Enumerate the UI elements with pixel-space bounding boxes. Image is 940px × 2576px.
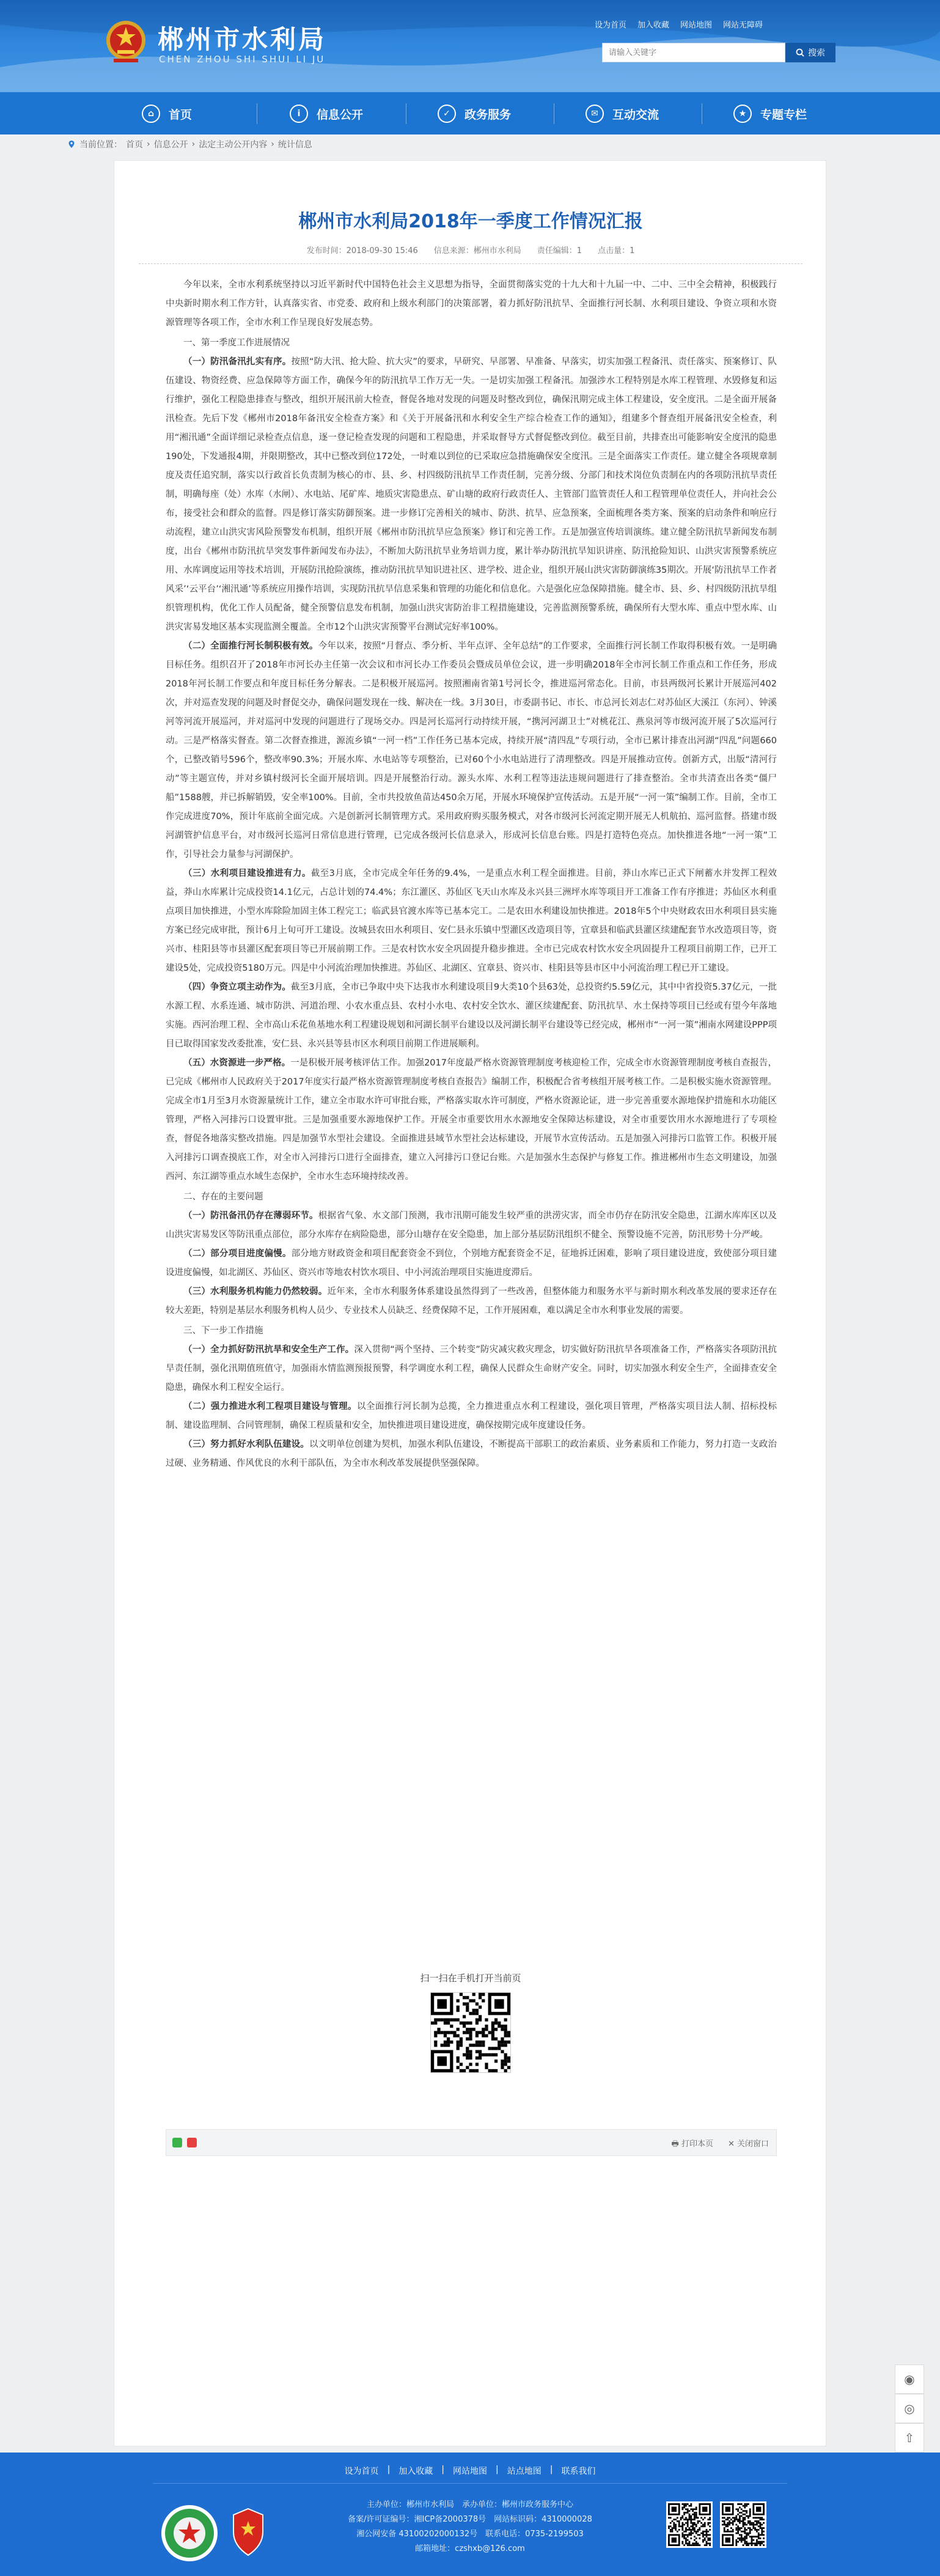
paragraph-text: 以文明单位创建为契机，加强水利队伍建设，不断提高干部职工的政治素质、业务素质和工作能力，努力打造一支政治过硬、业务精通、作风优良的水利干部队伍，为全市水利改革发展提供坚强保障。 xyxy=(166,1440,777,1468)
site-title[interactable]: 郴州市水利局 xyxy=(158,24,327,54)
article-paragraph xyxy=(166,637,777,864)
paragraph-lead: （一）防汛备汛仍存在薄弱环节。 xyxy=(183,1211,318,1221)
section-heading: 一、第一季度工作进展情况 xyxy=(183,338,290,348)
footer-links: 设为首页 | 加入收藏 | 网站地图 | 站点地图 | 联系我们 xyxy=(344,2465,596,2476)
article-toolbar xyxy=(166,2129,777,2156)
editor: 责任编辑：1 xyxy=(537,246,582,256)
paragraph-lead: （四）争资立项主动作为。 xyxy=(183,982,291,992)
top-link-favorite[interactable]: 加入收藏 xyxy=(637,21,669,30)
nav-topics-label: 专题专栏 xyxy=(760,108,807,122)
info-icon: i xyxy=(290,105,308,123)
national-emblem-icon xyxy=(105,18,147,65)
breadcrumb-label: 当前位置： xyxy=(79,140,122,150)
home-icon: ⌂ xyxy=(142,105,160,123)
meta-divider xyxy=(139,263,802,264)
toolbar-actions xyxy=(672,2137,769,2152)
top-link-sitemap[interactable]: 网站地图 xyxy=(680,21,712,30)
qr-label: 扫一扫在手机打开当前页 xyxy=(420,1973,521,1984)
article-paragraph xyxy=(166,276,777,333)
paragraph-text: 截至3月底，全市完成全年任务的9.4%，一是重点水利工程全面推进。目前，莽山水库已正式下闸蓄水并发挥工程效益，莽山水库累计完成投资14.1亿元，占总计划的74.4%；东江灌区、苏仙区飞天山水库及永兴县三洲坪水库等项目开工准备工作有序推进；苏仙区水利重点项目加快推进，小型水库除险加固主体工程完工；临武县官渡水库等已基本完工。二是农田水利建设加快推进。2018年5个中央财政农田水利项目县实施方案已经完成审批，预计6月上旬可开工建设。汝城县农田水利项目、安仁县永乐镇中型灌区改造项目等，宜章县和临武县灌区续建配套节水改造项目等，资兴市、桂阳县等市县灌区配套项目等已开展前期工作。三是农村饮水安全巩固提升稳步推进。全市已完成农村饮水安全巩固提升工程项目前期工作，已开工建设5处，完成投资5180万元。四是中小河流治理加快推进。苏仙区、北湖区、宜章县、资兴市、桂阳县等县市区中小河流治理工程已开工建设。 xyxy=(166,869,777,973)
info-source: 信息来源：郴州市水利局 xyxy=(433,246,521,256)
article-paragraph xyxy=(166,1435,777,1473)
paragraph-lead: （五）水资源进一步严格。 xyxy=(183,1058,291,1068)
footer-divider xyxy=(153,2483,787,2484)
paragraph-lead: （一）防汛备汛扎实有序。 xyxy=(183,357,292,367)
article-paragraph xyxy=(166,1397,777,1435)
view-count: 点击量：1 xyxy=(598,246,635,256)
article-panel xyxy=(114,160,826,2446)
article-paragraph xyxy=(166,864,777,978)
footer-email: 邮箱地址：czshxb@126.com xyxy=(415,2544,525,2553)
breadcrumb: 当前位置： 首页 › 信息公开 › 法定主动公开内容 › 统计信息 xyxy=(67,138,312,150)
qr-code xyxy=(430,1992,511,2073)
wechat-float-button[interactable] xyxy=(895,2364,924,2394)
article-meta xyxy=(114,244,827,256)
footer-qr-code xyxy=(666,2501,713,2548)
paragraph-text: 部分地方财政资金和项目配套资金不到位，个别地方配套资金不足，征地拆迁困难，影响了项目建设进度，致使部分项目建设进度偏慢，如北湖区、苏仙区、资兴市等地农村饮水项目、中小河流治理项目实施进度滞后。 xyxy=(166,1249,777,1278)
nav-topics[interactable] xyxy=(733,92,807,135)
wechat-icon: ◉ xyxy=(904,2372,915,2386)
paragraph-text: 深入贯彻“两个坚持、三个转变”防灾减灾救灾理念，切实做好防汛抗旱各项准备工作，严格落实各项防汛抗旱责任制，强化汛期值班值守，加强雨水情监测预报预警，科学调度水利工程，确保人民群众生命财产安全。同时，切实加强水利安全生产，全面排查安全隐患，确保水利工程安全运行。 xyxy=(166,1345,777,1393)
article-title: 郴州市水利局2018年一季度工作情况汇报 xyxy=(298,211,643,232)
paragraph-lead: （三）努力抓好水利队伍建设。 xyxy=(183,1440,310,1449)
paragraph-lead: （二）部分项目进度偏慢。 xyxy=(183,1249,292,1259)
footer-link-sitemap-2[interactable]: 站点地图 xyxy=(507,2467,542,2476)
footer-qr-code xyxy=(720,2501,766,2548)
nav-home[interactable] xyxy=(142,92,192,135)
paragraph-text: 今年以来，全市水利系统坚持以习近平新时代中国特色社会主义思想为指导，全面贯彻落实党的十九大和十九届一中、二中、三中全会精神，积极践行中央新时期水利工作方针，认真落实省、市党委、政府和上级水利部门的决策部署，着力抓好防汛抗旱、全面推行河长制、水利项目建设、争资立项和水资源管理等各项工作，全市水利工作呈现良好发展态势。 xyxy=(166,280,777,328)
footer-link-sitemap[interactable]: 网站地图 xyxy=(453,2467,487,2476)
main-nav xyxy=(0,92,940,134)
nav-interaction[interactable] xyxy=(586,92,659,135)
footer-link-contact[interactable]: 联系我们 xyxy=(561,2467,596,2476)
search-button-label: 搜索 xyxy=(808,48,825,58)
nav-info-public[interactable] xyxy=(290,92,363,135)
top-link-home[interactable]: 设为首页 xyxy=(594,21,626,30)
section-heading: 二、存在的主要问题 xyxy=(183,1192,263,1202)
service-icon: ✓ xyxy=(438,105,456,123)
article-paragraph xyxy=(166,1207,777,1245)
share-icons xyxy=(172,2138,197,2147)
article-paragraph xyxy=(166,1245,777,1282)
footer-icp: 备案/许可证编号：湘ICP备2000378号 网站标识码：4310000028 xyxy=(348,2515,592,2524)
breadcrumb-item-stats[interactable]: 统计信息 xyxy=(277,140,312,150)
arrow-up-icon: ⇧ xyxy=(904,2431,915,2445)
paragraph-text: 按照“防大汛、抢大险、抗大灾”的要求，早研究、早部署、早准备、早落实，切实加强工程备汛、责任落实、预案修订、队伍建设、物资经费、应急保障等方面工作，确保今年的防汛抗旱工作万无一失。一是切实加强工程备汛。加强涉水工程特别是水库工程管理、水毁修复和运行维护，强化工程隐患排查与整改，组织开展汛前大检查，督促各地对发现的问题及时整改到位，确保汛期完成主体工程建设，安全度汛。二是全面开展备汛检查。先后下发《郴州市2018年备汛安全检查方案》和《关于开展备汛和水利安全生产综合检查工作的通知》，组建多个督查组开展备汛安全检查，利用“湘汛通”全面详细记录检查点信息，逐一登记检查发现的问题和工程隐患，并采取督导方式督促整改到位。截至目前，共排查出可能影响安全度汛的隐患190处，下发通报4期，并限期整改，其中已整改到位172处，一时难以到位的已采取应急措施确保安全度汛。三是全面落实工作责任。建立健全各项规章制度及责任追究制，落实以行政首长负责制为核心的市、县、乡、村四级防汛抗旱工作责任制，完善分级、分部门和技术岗位负责制在内的各项防汛抗旱责任制，明确每座（处）水库（水闸）、水电站、尾矿库、地质灾害隐患点、矿山塘的政府行政责任人、主管部门监管责任人和工程管理单位责任人，并向社会公布，接受社会和群众的监督。四是修订落实防御预案。进一步修订完善相关的城市、防洪、抗旱、应急预案，全面梳理各类方案、预案的启动条件和响应行动流程，建立山洪灾害风险预警发布机制，组织开展《郴州市防汛抗旱应急预案》修订和完善工作。五是加强宣传培训演练。建立健全防汛抗旱新闻发布制度，出台《郴州市防汛抗旱突发事件新闻发布办法》，不断加大防汛抗旱业务培训力度，累计举办防汛抗旱知识讲座、防汛抢险知识、山洪灾害预警系统应用、水库调度运用等技术培训，开展防汛抢险演练，推动防汛抗旱知识进社区、进学校、进企业，组织开展山洪灾害防御演练35期次。开展‘防汛抗旱工作者风采’‘云平台’‘湘汛通’等系统应用操作培训，实现防汛抗旱信息采集和管理的功能化和信息化。六是强化应急保障措施。健全市、县、乡、村四级防汛抗旱组织管理机构，优化工作人员配备，健全预警信息发布机制，加强山洪灾害防治非工程措施建设，完善监测预警系统，确保所有大型水库、重点中型水库、山洪灾害易发地区基本实现监测全覆盖。全市12个山洪灾害预警平台测试完好率100%。 xyxy=(166,357,777,632)
footer-police: 湘公网安备 43100202000132号 联系电话：0735-2199503 xyxy=(356,2530,584,2539)
paragraph-text: 近年来，全市水利服务体系建设虽然得到了一些改善，但整体能力和服务水平与新时期水利改革发展的要求还存在较大差距，特别是基层水利服务机构人员少、专业技术人员缺乏、经费保障不足，工作开展困难，难以满足全市水利事业发展的需要。 xyxy=(166,1287,777,1316)
paragraph-lead: （三）水利服务机构能力仍然较弱。 xyxy=(183,1287,328,1297)
top-link-accessibility[interactable]: 网站无障碍 xyxy=(722,21,763,30)
paragraph-text: 以全面推行河长制为总揽，全力推进重点水利工程建设，强化项目管理，严格落实项目法人制、招标投标制、建设监理制、合同管理制，确保工程质量和安全，加快推进项目建设进度，确保按期完成年度建设任务。 xyxy=(166,1402,777,1430)
paragraph-lead: （二）全面推行河长制积极有效。 xyxy=(183,641,318,651)
weibo-float-button[interactable] xyxy=(895,2394,924,2423)
footer-link-favorite[interactable]: 加入收藏 xyxy=(398,2467,433,2476)
paragraph-text: 截至3月底，全市已争取中央下达我市水利建设项目9大类10个县63处，总投资约5.59亿元，其中中省投资5.37亿元，一批水源工程、水系连通、城市防洪、河道治理、小农水重点县、农村小水电、农村安全饮水、灌区续建配套、防汛抗旱、水土保持等项目已经或有望今年落地实施。西河治理工程、全市高山禾花鱼基地水利工程建设规划和河湖长制平台建设以及河湖长制平台建设等已经完成，郴州市“一河一策”湘南水网建设PPP项目已取得国家发改委批准，安仁县、永兴县等县市区水利项目前期工作进展顺利。 xyxy=(166,982,777,1049)
nav-home-label: 首页 xyxy=(169,108,193,122)
nav-interaction-label: 互动交流 xyxy=(612,108,659,122)
location-icon xyxy=(67,140,76,149)
search-button[interactable] xyxy=(785,43,835,62)
paragraph-text: 根据省气象、水文部门预测，我市汛期可能发生较严重的洪涝灾害，而全市仍存在防汛安全隐患，江湖水库库区以及山洪灾害易发区等防汛重点部位，部分水库存在病险隐患，部分山塘存在安全隐患，加上部分基层防汛组织不健全、预警设施不完善，防汛形势十分严峻。 xyxy=(166,1211,777,1240)
paragraph-lead: （二）强力推进水利工程项目建设与管理。 xyxy=(183,1402,357,1411)
article-paragraph xyxy=(166,1054,777,1187)
section-heading: 三、下一步工作措施 xyxy=(183,1326,263,1336)
article-paragraph xyxy=(166,1341,777,1397)
site-footer xyxy=(0,2453,940,2576)
nav-service-label: 政务服务 xyxy=(464,108,512,122)
back-to-top-button[interactable] xyxy=(895,2423,924,2453)
nav-gov-service[interactable] xyxy=(438,92,511,135)
site-title-en: CHEN ZHOU SHI SHUI LI JU xyxy=(159,54,326,65)
paragraph-lead: （三）水利项目建设推进有力。 xyxy=(183,869,311,878)
site-header xyxy=(0,0,940,92)
paragraph-lead: （一）全力抓好防汛抗旱和安全生产工作。 xyxy=(183,1345,354,1355)
search-icon xyxy=(796,48,804,57)
paragraph-text: 今年以来，按照“月督点、季分析、半年点评、全年总结”的工作要求，全面推行河长制工作取得积极有效。一是明确目标任务。组织召开了2018年市河长办主任第一次会议和市河长办工作委员会暨成员单位会议，进一步明确2018年全市河长制工作重点和工作任务，形成2018年河长制工作要点和年度目标任务分解表。二是积极开展巡河。按照湘南省第1号河长令，推进巡河常态化。目前，市县两级河长累计开展巡河402次，并对巡查发现的问题及时督促交办，确保问题发现在一线、解决在一线。3月30日，市委副书记、市长、市总河长刘志仁对苏仙区大溪江（东河）、钟溪河等河流开展巡河，并对巡河中发现的问题进行了现场交办。四是河长巡河行动持续开展，“携河河湖卫士”对桃花江、燕泉河等市级河流开展了5次巡河行动。三是严格落实督查。第二次督查推进，源流乡镇“一河一档”工作任务已基本完成，持续开展“清四乱”专项行动，全市已累计排查出河湖“四乱”问题660个，已整改销号596个，整改率90.3%；开展水库、水电站等专项整治，已对60个小水电站进行了清理整改。四是开展推动宣传。创新方式，出版“清河行动”等主题宣传，并对乡镇村级河长全面开展培训。四是开展整治行动。源头水库、水利工程等违法违规问题进行了排查整治。全市共清查出各类“僵尸船”1588艘，并已拆解销毁，安全率100%。目前，全市共投放鱼苗达450余万尾，开展水环境保护宣传活动。五是开展“一河一策”编制工作。目前，全市工作完成进度70%，预计年底前全面完成。六是创新河长制管理方式。采用政府购买服务模式，对各市级河长河流定期开展无人机航拍、巡河监督。搭建市级河湖管护信息平台，对市级河长巡河日常信息进行管理，已完成各级河长信息录入，形成河长信息台账。四是打造特色亮点。加快推进各地“一河一策”工作，引导社会力量参与河湖保护。 xyxy=(166,641,777,859)
weibo-icon: ◎ xyxy=(904,2401,915,2416)
top-links xyxy=(595,18,763,30)
article-paragraph xyxy=(166,978,777,1054)
footer-link-home[interactable]: 设为首页 xyxy=(344,2467,379,2476)
print-button[interactable]: 🖶 打印本页 xyxy=(671,2140,713,2149)
publish-time: 发布时间：2018-09-30 15:46 xyxy=(306,246,418,256)
topic-icon: ★ xyxy=(733,105,752,123)
article-paragraph xyxy=(166,1282,777,1320)
weibo-share-icon[interactable] xyxy=(187,2138,197,2147)
paragraph-text: 一是积极开展考核评估工作。加强2017年度最严格水资源管理制度考核迎检工作，完成全市水资源管理制度考核自查报告，已完成《郴州市人民政府关于2017年度实行最严格水资源管理制度考核自查报告》编制工作，积极配合省考核组开展考核工作。二是积极实施水资源管理。完成全市1月至3月水资源量统计工作，建立全市取水许可审批台账，严格落实取水许可制度，严格水资源论证，进一步完善重要水源地保护措施和水功能区管理，严格入河排污口设置审批。三是加强重要水源地保护工作。开展全市重要饮用水水源地安全保障达标建设，对全市重要饮用水水源地进行了专项检查，督促各地落实整改措施。四是加强节水型社会建设。全面推进县域节水型社会达标建设，开展节水宣传活动。五是加强入河排污口监管工作。积极开展入河排污口调查摸底工作，对全市入河排污口进行全面排查，建立入河排污口登记台账。六是加强水生态保护与修复工作。推进郴州市生态文明建设，加强西河、东江湖等重点水域生态保护，全市水生态环境持续改善。 xyxy=(166,1058,777,1182)
breadcrumb-item-info[interactable]: 信息公开 xyxy=(153,140,188,150)
close-window-button[interactable]: ✕ 关闭窗口 xyxy=(727,2140,769,2149)
breadcrumb-item-legal[interactable]: 法定主动公开内容 xyxy=(199,140,268,150)
article-body xyxy=(166,276,777,1473)
article-paragraph xyxy=(166,353,777,637)
chat-icon: ✉ xyxy=(586,105,604,123)
footer-sponsor: 主办单位：郴州市水利局 承办单位：郴州市政务服务中心 xyxy=(366,2500,573,2509)
breadcrumb-item-home[interactable]: 首页 xyxy=(126,140,143,150)
footer-info xyxy=(0,2498,940,2556)
wechat-share-icon[interactable] xyxy=(172,2138,182,2147)
nav-info-label: 信息公开 xyxy=(317,108,364,122)
search-input[interactable] xyxy=(602,43,785,62)
